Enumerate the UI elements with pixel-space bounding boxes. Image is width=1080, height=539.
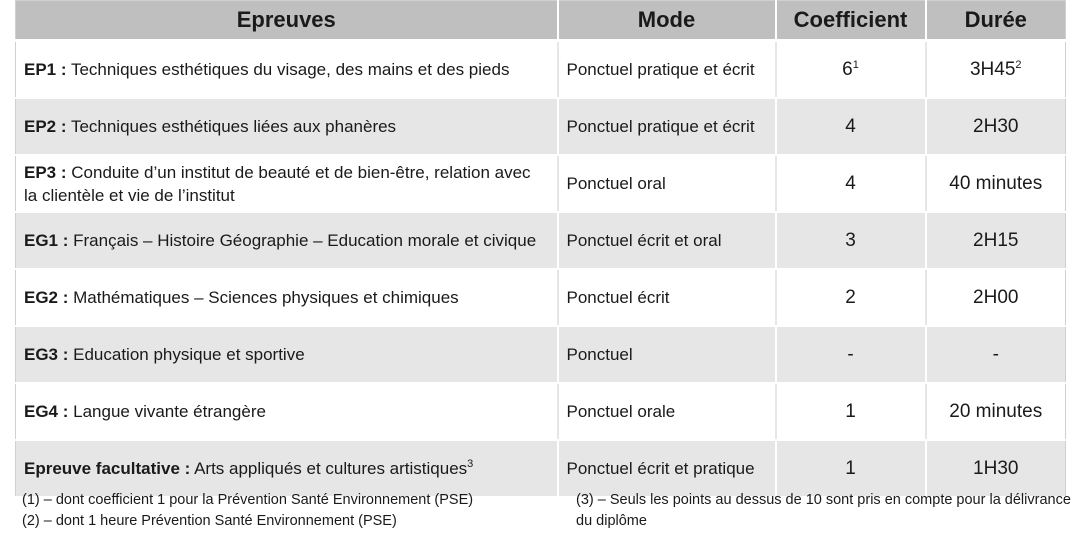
cell-epreuve [16, 383, 558, 440]
cell-coefficient [776, 155, 926, 212]
cell-mode: Ponctuel écrit et pratique [558, 440, 776, 497]
table-row [16, 326, 1066, 383]
cell-epreuve [16, 41, 558, 99]
epreuve-title-sup: 3 [467, 458, 474, 470]
table-row [16, 98, 1066, 155]
duree-value: 40 minutes [949, 173, 1043, 194]
table-header-row [16, 1, 1066, 41]
table-row [16, 212, 1066, 269]
cell-mode: Ponctuel pratique et écrit [558, 41, 776, 99]
header-epreuves: Epreuves [16, 1, 558, 41]
header-duree: Durée [926, 1, 1066, 41]
duree-value: 2H15 [973, 230, 1019, 251]
cell-epreuve [16, 440, 558, 497]
duree-sup: 2 [1015, 59, 1022, 71]
cell-mode: Ponctuel oral [558, 155, 776, 212]
cell-coefficient [776, 212, 926, 269]
coefficient-value: 6 [842, 59, 853, 80]
epreuve-title: Techniques esthétiques du visage, des mains et des pieds [66, 60, 510, 79]
exam-table [15, 0, 1066, 498]
epreuve-title: Langue vivante étrangère [68, 402, 266, 421]
header-mode: Mode [558, 1, 776, 41]
cell-mode: Ponctuel pratique et écrit [558, 98, 776, 155]
epreuve-title: Education physique et sportive [68, 345, 305, 364]
epreuve-code: EG4 : [24, 402, 69, 421]
cell-epreuve [16, 98, 558, 155]
cell-epreuve [16, 155, 558, 212]
epreuve-code: EG3 : [24, 345, 69, 364]
epreuve-code: EG1 : [24, 231, 69, 250]
cell-coefficient [776, 440, 926, 497]
cell-coefficient [776, 98, 926, 155]
epreuve-title: Arts appliqués et cultures artistiques [190, 459, 468, 478]
cell-mode: Ponctuel [558, 326, 776, 383]
cell-epreuve [16, 269, 558, 326]
header-coefficient: Coefficient [776, 1, 926, 41]
coefficient-value: 4 [845, 173, 856, 194]
cell-mode: Ponctuel orale [558, 383, 776, 440]
epreuve-code: Epreuve facultative : [24, 459, 191, 478]
epreuve-title: Conduite d’un institut de beauté et de bien-être, relation avec la clientèle et vie de l’institut [24, 162, 531, 205]
exam-table-container [15, 0, 1065, 498]
coefficient-value: 4 [845, 116, 856, 137]
cell-mode: Ponctuel écrit et oral [558, 212, 776, 269]
coefficient-value: 3 [845, 230, 856, 251]
duree-value: 1H30 [973, 458, 1019, 479]
cell-mode: Ponctuel écrit [558, 269, 776, 326]
cell-duree [926, 326, 1066, 383]
table-row [16, 383, 1066, 440]
epreuve-code: EP3 : [24, 162, 67, 182]
cell-duree [926, 269, 1066, 326]
table-row [16, 41, 1066, 99]
duree-value: 20 minutes [949, 401, 1043, 422]
table-row [16, 269, 1066, 326]
cell-coefficient [776, 41, 926, 99]
duree-value: 2H00 [973, 287, 1019, 308]
cell-coefficient [776, 383, 926, 440]
duree-value: 3H45 [969, 59, 1016, 80]
epreuve-code: EG2 : [24, 288, 69, 307]
epreuve-title: Français – Histoire Géographie – Education morale et civique [68, 231, 537, 250]
footnote-2: (2) – dont 1 heure Prévention Santé Environnement (PSE) [22, 513, 397, 529]
coefficient-value: - [847, 344, 854, 365]
cell-duree [926, 155, 1066, 212]
cell-epreuve [16, 212, 558, 269]
coefficient-value: 1 [845, 401, 856, 422]
coefficient-value: 1 [845, 458, 856, 479]
epreuve-code: EP2 : [24, 117, 67, 136]
cell-duree [926, 98, 1066, 155]
cell-duree [926, 383, 1066, 440]
footnote-1: (1) – dont coefficient 1 pour la Prévention Santé Environnement (PSE) [22, 492, 474, 508]
cell-duree [926, 41, 1066, 99]
cell-duree [926, 440, 1066, 497]
epreuve-code: EP1 : [24, 60, 67, 79]
cell-coefficient [776, 269, 926, 326]
footnote-3: (3) – Seuls les points au dessus de 10 sont pris en compte pour la délivrance du diplôme [576, 492, 1071, 529]
table-row [16, 155, 1066, 212]
coefficient-value: 2 [845, 287, 856, 308]
coefficient-sup: 1 [852, 59, 859, 71]
epreuve-title: Techniques esthétiques liées aux phanères [66, 117, 397, 136]
cell-duree [926, 212, 1066, 269]
table-row [16, 440, 1066, 497]
epreuve-title: Mathématiques – Sciences physiques et chimiques [68, 288, 459, 307]
duree-value: 2H30 [973, 116, 1019, 137]
duree-value: - [992, 344, 999, 365]
cell-epreuve [16, 326, 558, 383]
cell-coefficient [776, 326, 926, 383]
